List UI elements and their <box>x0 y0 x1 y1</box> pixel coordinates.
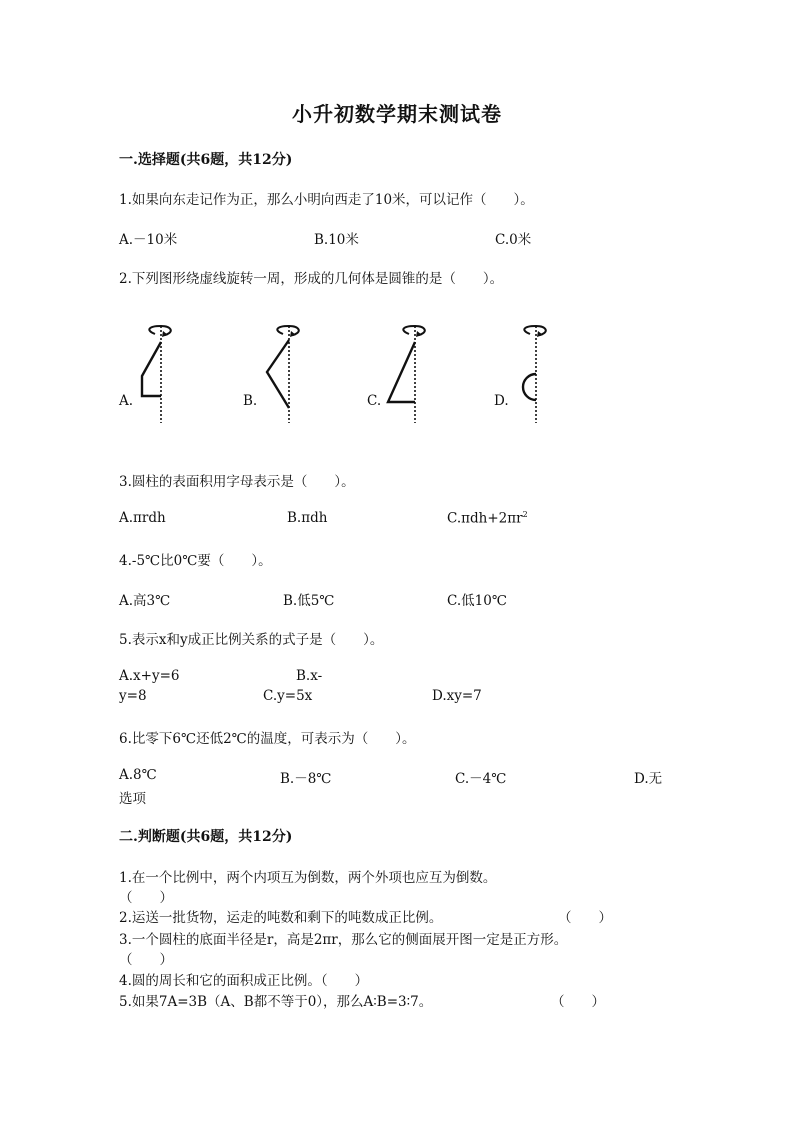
question-1-option-a: A.－10米 <box>119 232 178 248</box>
figure-c-shape <box>384 322 434 426</box>
figure-a-label: A. <box>119 393 134 409</box>
question-1-option-c: C.0米 <box>495 232 532 248</box>
question-2-stem: 2.下列图形绕虚线旋转一周，形成的几何体是圆锥的是（ ）。 <box>119 271 504 287</box>
question-6-stem: 6.比零下6℃还低2℃的温度，可表示为（ ）。 <box>119 731 416 747</box>
figure-b-shape <box>262 322 302 426</box>
judgement-3-answer-paren: （ ） <box>119 952 173 968</box>
question-6-option-c: C.－4℃ <box>455 771 507 787</box>
judgement-5-answer-paren: （ ） <box>551 994 605 1010</box>
figure-c-label: C. <box>367 393 382 409</box>
question-6-option-d-part2: 选项 <box>119 791 146 807</box>
page-title: 小升初数学期末测试卷 <box>292 102 502 126</box>
question-3-option-c <box>447 510 528 527</box>
judgement-2-stem: 2.运送一批货物，运走的吨数和剩下的吨数成正比例。 <box>119 910 443 926</box>
question-4-option-c: C.低10℃ <box>447 593 507 609</box>
judgement-1-answer-paren: （ ） <box>119 890 173 906</box>
question-3-option-a: A.πrdh <box>119 510 166 526</box>
question-5-stem: 5.表示x和y成正比例关系的式子是（ ）。 <box>119 632 384 648</box>
question-5-option-d: D.xy=7 <box>432 688 482 704</box>
question-6-option-d-part1: D.无 <box>634 771 663 787</box>
question-6-option-a: A.8℃ <box>119 767 157 783</box>
question-5-option-b-part1: B.x- <box>296 668 323 684</box>
figure-d-shape <box>509 322 549 426</box>
question-3-option-b: B.πdh <box>287 510 328 526</box>
judgement-5-stem: 5.如果7A=3B（A、B都不等于0），那么A∶B=3∶7。 <box>119 994 433 1010</box>
question-4-option-a: A.高3℃ <box>119 593 171 609</box>
judgement-3-stem: 3.一个圆柱的底面半径是r，高是2πr，那么它的侧面展开图一定是正方形。 <box>119 932 568 948</box>
figure-b-label: B. <box>243 393 258 409</box>
figure-a-shape <box>135 322 175 426</box>
judgement-4-stem: 4.圆的周长和它的面积成正比例。（ ） <box>119 973 369 989</box>
question-5-option-a: A.x+y=6 <box>119 668 180 684</box>
section-heading-choice: 一.选择题(共6题，共12分) <box>119 152 293 168</box>
question-4-stem: 4.-5℃比0℃要（ ）。 <box>119 553 272 569</box>
question-5-option-c: C.y=5x <box>263 688 313 704</box>
question-3-option-c-text: C.πdh+2πr <box>447 510 523 527</box>
judgement-1-stem: 1.在一个比例中，两个内项互为倒数，两个外项也应互为倒数。 <box>119 870 497 886</box>
question-1-option-b: B.10米 <box>314 232 359 248</box>
question-3-stem: 3.圆柱的表面积用字母表示是（ ）。 <box>119 474 355 490</box>
figure-d-label: D. <box>494 393 509 409</box>
question-4-option-b: B.低5℃ <box>283 593 335 609</box>
judgement-2-answer-paren: （ ） <box>558 910 612 926</box>
section-heading-judgement: 二.判断题(共6题，共12分) <box>119 829 293 845</box>
question-5-option-b-part2: y=8 <box>119 688 147 704</box>
question-3-option-c-exponent: 2 <box>522 510 528 519</box>
question-1-stem: 1.如果向东走记作为正，那么小明向西走了10米，可以记作（ ）。 <box>119 192 534 208</box>
question-6-option-b: B.－8℃ <box>280 771 332 787</box>
